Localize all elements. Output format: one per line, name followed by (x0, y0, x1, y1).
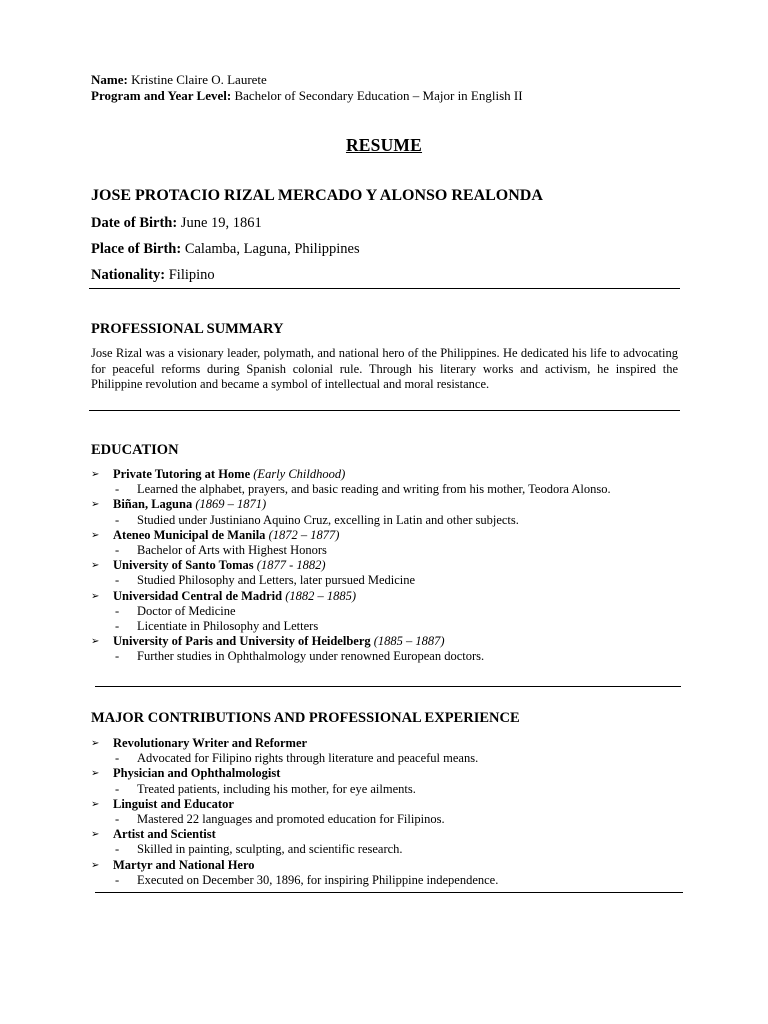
item-detail (91, 649, 681, 664)
list-item (91, 797, 681, 812)
person-full-name: JOSE PROTACIO RIZAL MERCADO Y ALONSO REALONDA (91, 187, 543, 204)
detail-text: Doctor of Medicine (137, 603, 236, 618)
arrowhead-bullet-icon: ➢ (91, 859, 100, 871)
arrowhead-bullet-icon: ➢ (91, 499, 100, 511)
list-item (91, 634, 681, 649)
dash-marker: - (115, 512, 120, 527)
nationality-value: Filipino (168, 267, 215, 283)
list-item (91, 736, 681, 751)
item-period: (1882 – 1885) (285, 588, 357, 603)
dash-marker: - (115, 872, 120, 887)
arrowhead-bullet-icon: ➢ (91, 829, 100, 841)
dob-label: Date of Birth: (91, 215, 178, 231)
item-title: Physician and Ophthalmologist (113, 766, 281, 781)
dash-marker: - (115, 603, 120, 618)
item-title: University of Paris and University of Heidelberg (113, 634, 371, 649)
summary-heading: PROFESSIONAL SUMMARY (91, 321, 284, 337)
item-detail (91, 873, 681, 888)
education-heading: EDUCATION (91, 442, 179, 458)
program-line (91, 88, 523, 104)
student-name-line (91, 72, 267, 88)
program-value: Bachelor of Secondary Education – Major in English II (234, 88, 523, 103)
item-detail (91, 619, 681, 634)
arrowhead-bullet-icon: ➢ (91, 590, 100, 602)
arrowhead-bullet-icon: ➢ (91, 636, 100, 648)
item-detail (91, 751, 681, 766)
detail-text: Learned the alphabet, prayers, and basic reading and writing from his mother, Teodora Alonso. (137, 482, 611, 497)
education-list (91, 467, 681, 665)
list-item (91, 589, 681, 604)
contributions-heading: MAJOR CONTRIBUTIONS AND PROFESSIONAL EXPERIENCE (91, 710, 520, 726)
item-title: University of Santo Tomas (113, 558, 254, 573)
divider-summary (89, 410, 680, 411)
pob-value: Calamba, Laguna, Philippines (184, 241, 360, 257)
item-detail (91, 604, 681, 619)
dash-marker: - (115, 649, 120, 664)
divider-contributions (95, 892, 683, 893)
item-detail (91, 513, 681, 528)
item-title: Private Tutoring at Home (113, 467, 251, 481)
list-item (91, 467, 681, 482)
detail-text: Licentiate in Philosophy and Letters (137, 619, 319, 634)
dash-marker: - (115, 812, 120, 827)
nationality-label: Nationality: (91, 267, 166, 283)
summary-text: Jose Rizal was a visionary leader, polymath, and national hero of the Philippines. He dedicated his life to advocating for peaceful reforms during Spanish colonial rule. Through his literary works and activism, he inspired the Philippine revolution and became a symbol of intellectual and moral resistance. (91, 346, 678, 391)
pob-label: Place of Birth: (91, 241, 182, 257)
dash-marker: - (115, 573, 120, 588)
detail-text: Mastered 22 languages and promoted education for Filipinos. (137, 812, 445, 827)
dob-value: June 19, 1861 (180, 215, 262, 231)
detail-text: Bachelor of Arts with Highest Honors (137, 543, 327, 558)
item-period: (1872 – 1877) (268, 527, 340, 542)
item-detail (91, 573, 681, 588)
item-detail (91, 543, 681, 558)
detail-text: Skilled in painting, sculpting, and scientific research. (137, 842, 403, 857)
detail-text: Studied under Justiniano Aquino Cruz, excelling in Latin and other subjects. (137, 512, 519, 527)
list-item (91, 528, 681, 543)
item-detail (91, 482, 681, 497)
arrowhead-bullet-icon: ➢ (91, 738, 100, 749)
contributions-list (91, 736, 681, 888)
list-item (91, 858, 681, 873)
item-title: Artist and Scientist (113, 827, 216, 842)
item-period: (1885 – 1887) (373, 634, 445, 649)
item-detail (91, 782, 681, 797)
item-period: (1877 - 1882) (256, 558, 326, 573)
list-item (91, 766, 681, 781)
arrowhead-bullet-icon: ➢ (91, 469, 100, 480)
dash-marker: - (115, 619, 120, 634)
detail-text: Executed on December 30, 1896, for inspiring Philippine independence. (137, 872, 499, 887)
detail-text: Treated patients, including his mother, for eye ailments. (137, 781, 416, 796)
nationality (91, 267, 215, 284)
item-title: Linguist and Educator (113, 796, 234, 811)
divider-education (95, 686, 681, 687)
item-title: Martyr and National Hero (113, 857, 255, 872)
item-detail (91, 842, 681, 857)
arrowhead-bullet-icon: ➢ (91, 529, 100, 541)
divider-personal (89, 288, 680, 289)
dash-marker: - (115, 751, 120, 766)
arrowhead-bullet-icon: ➢ (91, 798, 100, 810)
detail-text: Advocated for Filipino rights through literature and peaceful means. (137, 751, 479, 766)
list-item (91, 558, 681, 573)
program-label: Program and Year Level: (91, 88, 232, 103)
place-of-birth (91, 241, 360, 258)
detail-text: Further studies in Ophthalmology under renowned European doctors. (137, 649, 485, 664)
detail-text: Studied Philosophy and Letters, later pursued Medicine (137, 573, 416, 588)
item-period: (1869 – 1871) (195, 497, 267, 512)
item-period: (Early Childhood) (253, 467, 346, 481)
item-detail (91, 812, 681, 827)
name-label: Name: (91, 72, 128, 87)
date-of-birth (91, 215, 262, 232)
item-title: Biñan, Laguna (113, 497, 193, 512)
item-title: Universidad Central de Madrid (113, 588, 283, 603)
name-value: Kristine Claire O. Laurete (131, 72, 267, 87)
arrowhead-bullet-icon: ➢ (91, 560, 100, 572)
dash-marker: - (115, 781, 120, 796)
dash-marker: - (115, 543, 120, 558)
item-title: Revolutionary Writer and Reformer (113, 736, 308, 750)
dash-marker: - (115, 482, 120, 497)
page-title: RESUME (345, 135, 423, 155)
list-item (91, 827, 681, 842)
arrowhead-bullet-icon: ➢ (91, 768, 100, 780)
dash-marker: - (115, 842, 120, 857)
item-title: Ateneo Municipal de Manila (113, 527, 266, 542)
list-item (91, 497, 681, 512)
